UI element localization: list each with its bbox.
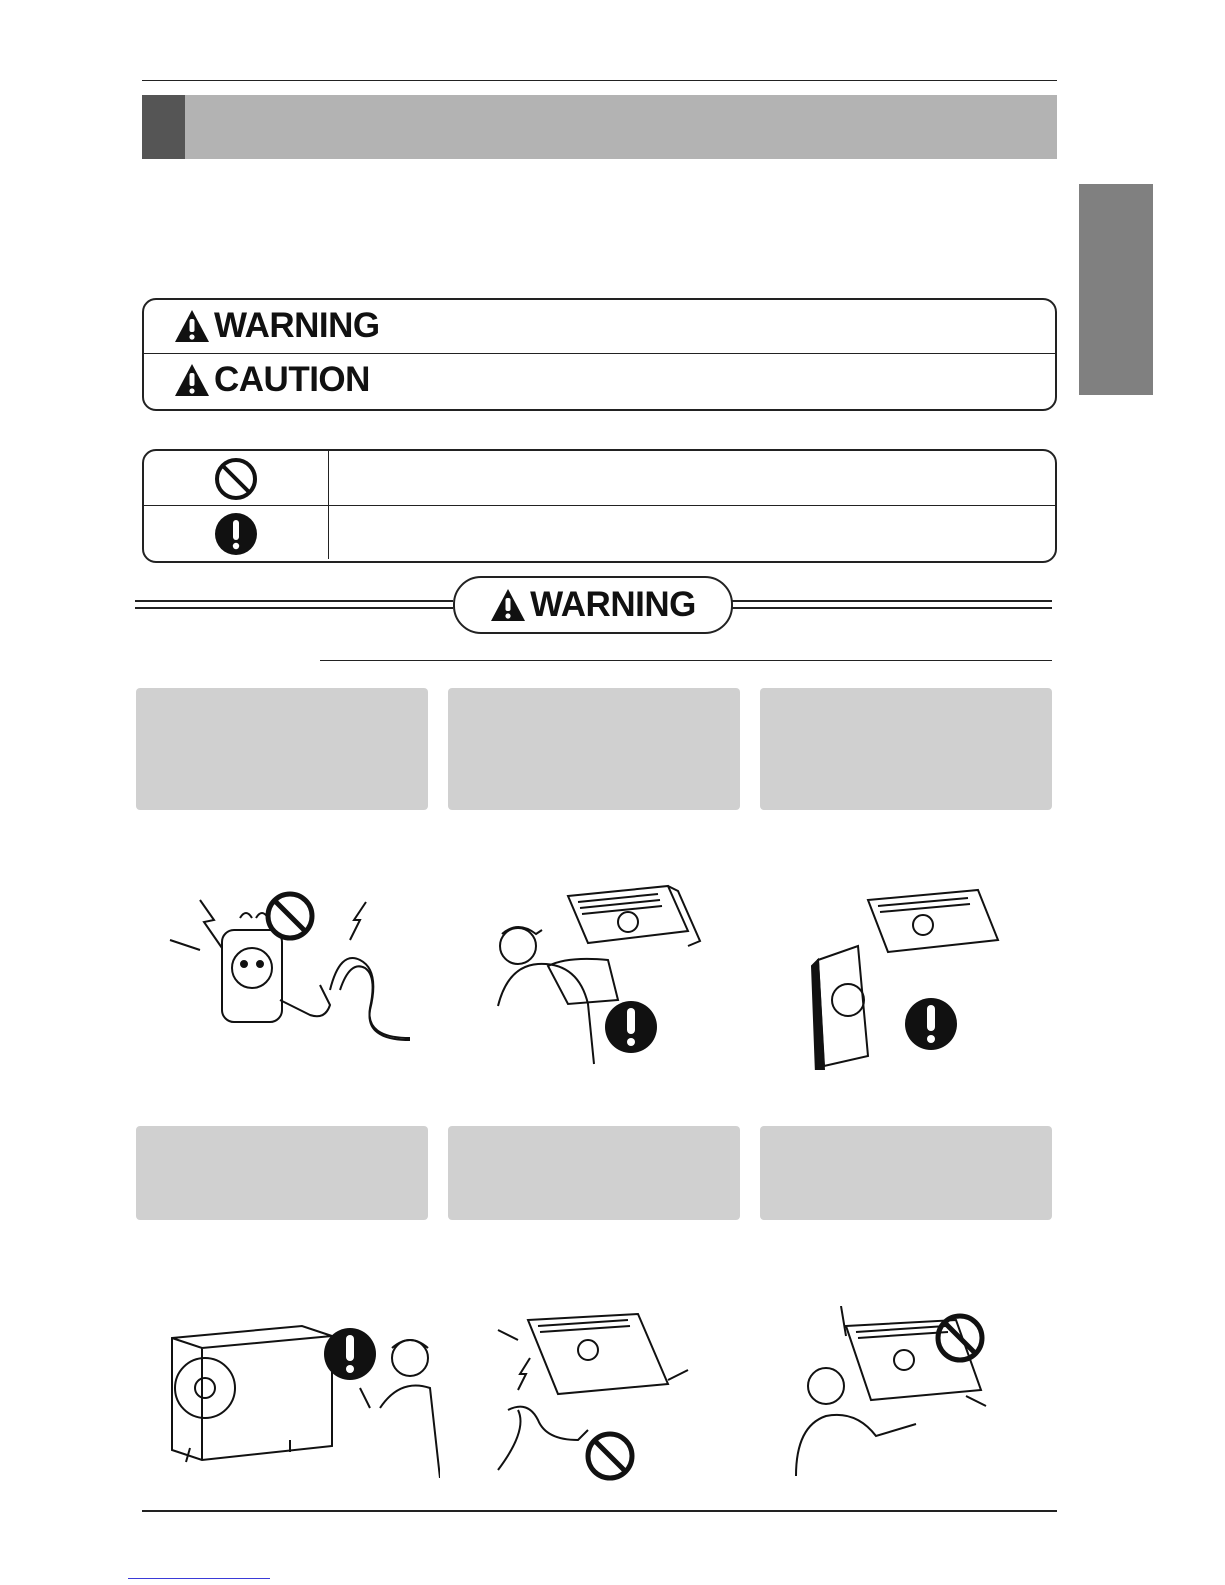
- outlet-unit-illustration: [808, 880, 1008, 1070]
- section-header-marker: [142, 95, 185, 159]
- warning-triangle-icon: [174, 363, 210, 397]
- warning-triangle-icon: [490, 588, 526, 622]
- power-cord-illustration: [488, 1300, 708, 1490]
- no-symbol-icon: [214, 457, 258, 501]
- warning-panel-2: [448, 688, 740, 810]
- warning-panel-5: [448, 1126, 740, 1220]
- banner-rule-left: [135, 600, 453, 609]
- warning-panel-4: [136, 1126, 428, 1220]
- installer-manual-illustration: [488, 876, 708, 1066]
- banner-rule-right: [729, 600, 1052, 609]
- warning-label: WARNING: [214, 306, 380, 345]
- signal-words-box: [142, 298, 1057, 411]
- outdoor-unit-illustration: [160, 1308, 440, 1478]
- user-repair-illustration: [786, 1306, 1006, 1486]
- top-rule: [142, 80, 1057, 81]
- caution-label: CAUTION: [214, 360, 370, 399]
- warning-signal: [174, 306, 380, 346]
- warning-triangle-icon: [174, 309, 210, 343]
- footer-link[interactable]: [128, 1578, 270, 1579]
- warning-panel-6: [760, 1126, 1052, 1220]
- subsection-rule: [320, 660, 1052, 661]
- symbols-box: [142, 449, 1057, 563]
- warning-banner: [453, 576, 733, 634]
- exclamation-circle-icon: [214, 512, 258, 556]
- caution-signal: [174, 360, 370, 400]
- warning-panel-3: [760, 688, 1052, 810]
- banner-warning-label: WARNING: [530, 585, 696, 624]
- warning-panel-1: [136, 688, 428, 810]
- side-tab: [1079, 184, 1153, 395]
- bottom-rule: [142, 1510, 1057, 1512]
- outlet-plug-illustration: [160, 880, 420, 1060]
- section-header-bar: [142, 95, 1057, 159]
